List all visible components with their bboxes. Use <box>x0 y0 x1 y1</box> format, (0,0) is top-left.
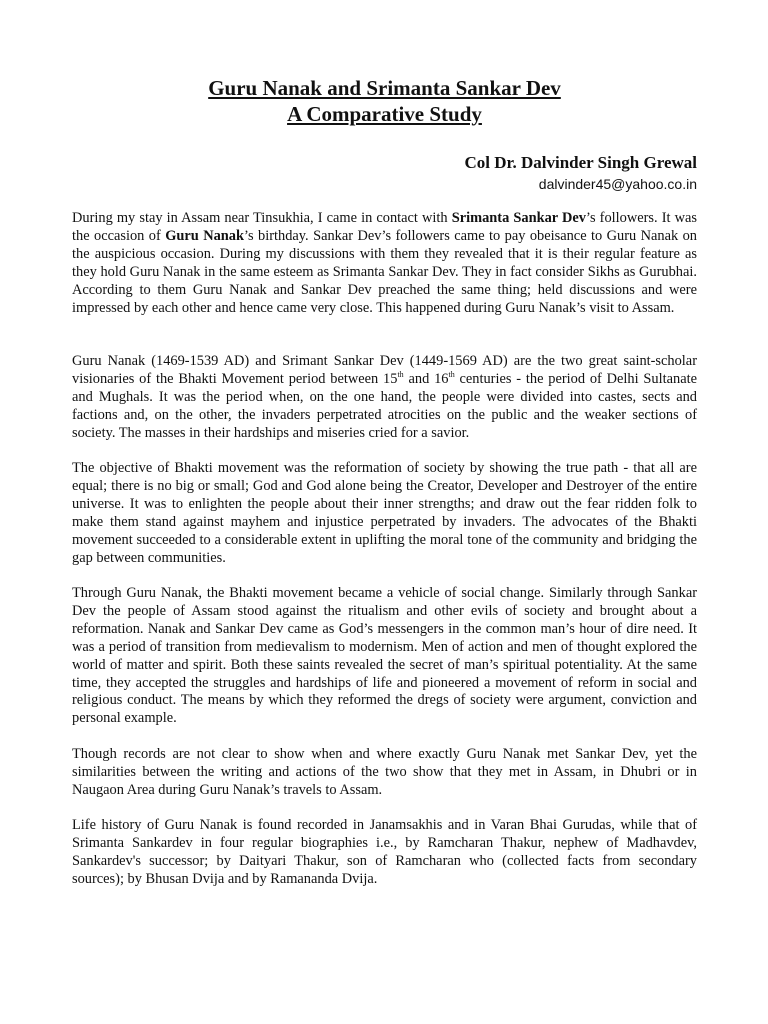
author-name: Col Dr. Dalvinder Singh Grewal <box>464 153 697 172</box>
p2-sup-2: th <box>448 370 455 380</box>
title-line-1: Guru Nanak and Srimanta Sankar Dev <box>208 76 561 100</box>
author-email: dalvinder45@yahoo.co.in <box>538 176 697 192</box>
p2-text-a: Guru Nanak (1469-1539 AD) and Srimant Sankar Dev (1449-1569 AD) are the two great saint-scholar visionaries of the Bhakti Movement period between 15 <box>72 353 697 387</box>
paragraph-3: The objective of Bhakti movement was the reformation of society by showing the true path - that all are equal; there is no big or small; God and God alone being the Creator, Developer and Destroyer of the entire universe. It was to enlighten the people about their inner strengths; and draw out the fear ridden folk to make them stand against mayhem and injustice perpetrated by invaders. The advocates of the Bhakti movement succeeded to a considerable extent in uplifting the moral tone of the community and bridging the gap between communities. <box>72 460 697 566</box>
p2-text-c: centuries - the period of Delhi Sultanate and Mughals. It was the period when, on the one hand, the people were divided into castes, sects and factions and, on the other, the invaders perpetrated atrocities on the public and the weaker sections of society. The masses in their hardships and miseries cried for a savior. <box>72 370 697 441</box>
paragraph-6: Life history of Guru Nanak is found recorded in Janamsakhis and in Varan Bhai Gurudas, while that of Srimanta Sankardev in four regular biographies i.e., by Ramcharan Thakur, nephew of Madhavdev, Sankardev's successor; by Daityari Thakur, son of Ramcharan who (collected facts from secondary sources); by Bhusan Dvija and by Ramananda Dvija. <box>72 817 697 887</box>
p1-bold-srimanta: Srimanta Sankar Dev <box>451 210 586 226</box>
paragraph-1 <box>72 210 697 317</box>
p1-text-e: ’s birthday. Sankar Dev’s followers came to pay obeisance to Guru Nanak on the auspicious occasion. During my discussions with them they revealed that it is their regular feature as they hold Guru Nanak in the same esteem as Srimanta Sankar Dev. They in fact consider Sikhs as Gurubhai. According to them Guru Nanak and Sankar Dev preached the same thing; held discussions and were impressed by each other and hence came very close. This happened during Guru Nanak’s visit to Assam. <box>72 227 697 316</box>
p1-text-c: ’s followers. It was the occasion of <box>72 210 697 244</box>
p2-text-b: and 16 <box>403 370 449 387</box>
title-line-2: A Comparative Study <box>287 102 482 126</box>
paragraph-2 <box>72 353 697 443</box>
p2-sup-1: th <box>397 370 404 380</box>
paragraph-4: Through Guru Nanak, the Bhakti movement became a vehicle of social change. Similarly through Sankar Dev the people of Assam stood against the ritualism and other evils of society and brought about a reformation. Nanak and Sankar Dev came as God’s messengers in the common man’s hour of dire need. It was a period of transition from medievalism to modernism. Men of action and men of thought explored the world of matter and spirit. Both these saints revealed the secret of man’s spiritual potentiality. At the same time, they accepted the struggles and hardships of life and pioneered a movement of reform in social and religious conduct. The means by which they reformed the dregs of society were argument, conviction and personal example. <box>72 585 697 727</box>
p1-text-a: During my stay in Assam near Tinsukhia, I came in contact with <box>72 210 452 226</box>
p1-bold-guru-nanak: Guru Nanak <box>165 227 245 244</box>
paragraph-5: Though records are not clear to show when and where exactly Guru Nanak met Sankar Dev, yet the similarities between the writing and actions of the two show that they met in Assam, in Dhubri or in Naugaon Area during Guru Nanak’s travels to Assam. <box>72 746 697 798</box>
